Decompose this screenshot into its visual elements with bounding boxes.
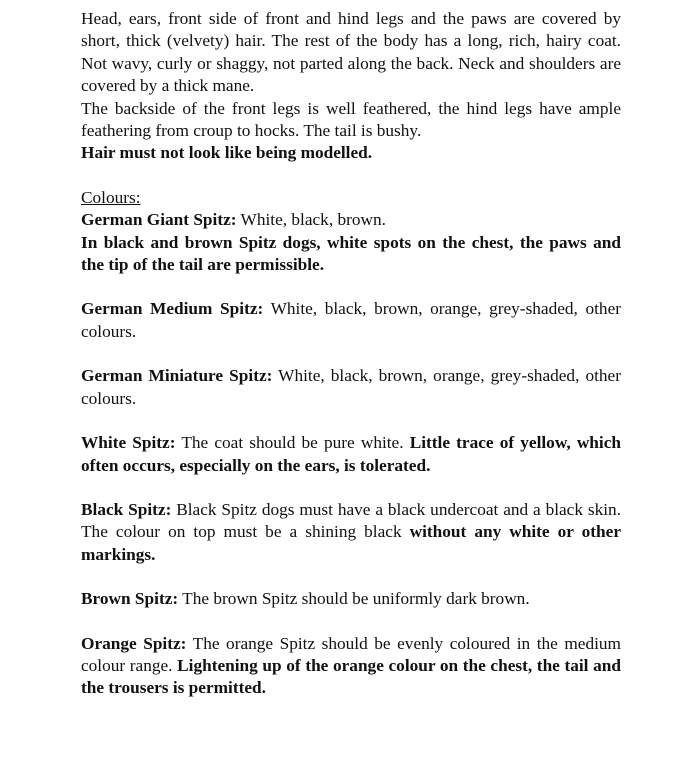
brown-spitz-entry [81,588,621,610]
coat-description-paragraph: Head, ears, front side of front and hind legs and the paws are covered by short, thick (velvety) hair. The rest of the body has a long, rich, hairy coat. Not wavy, curly or shaggy, not parted along the back. Neck and shoulders are covered by a thick mane. [81,9,621,96]
miniature-spitz-entry [81,365,621,410]
miniature-spitz-label: German Miniature Spitz: [81,366,273,386]
giant-spitz-label: German Giant Spitz: [81,210,237,230]
giant-spitz-text: White, black, brown. [236,210,386,230]
spacer [81,343,621,365]
medium-spitz-entry [81,298,621,343]
black-spitz-text: Black Spitz dogs must have a black undercoat and a black skin. The colour on top must be a shining black [81,499,622,542]
brown-spitz-text: The brown Spitz should be uniformly dark brown. [178,589,530,609]
miniature-spitz-text: White, black, brown, orange, grey-shaded, other colours. [81,366,621,408]
giant-spitz-entry [81,209,621,231]
spacer [81,566,621,588]
spacer [81,276,621,298]
white-spitz-label: White Spitz: [81,433,176,453]
spacer [81,410,621,432]
spacer [81,165,621,187]
white-spitz-text: The coat should be pure white. [175,433,410,453]
black-spitz-entry [81,499,621,566]
orange-spitz-bold-note: Lightening up of the orange colour on the chest, the tail and the trousers is permitted. [81,655,621,698]
spacer [81,611,621,633]
white-spitz-bold-note: Little trace of yellow, which often occurs, especially on the ears, is tolerated. [81,433,621,475]
giant-spitz-note: In black and brown Spitz dogs, white spots on the chest, the paws and the tip of the tail are permissible. [81,232,621,275]
document-page [81,8,621,700]
black-spitz-bold-note: without any white or other markings. [81,522,621,564]
orange-spitz-label: Orange Spitz: [81,633,187,653]
medium-spitz-label: German Medium Spitz: [81,299,264,319]
spacer [81,477,621,499]
orange-spitz-text: The orange Spitz should be evenly coloured in the medium colour range. [81,633,621,675]
black-spitz-label: Black Spitz: [81,499,172,519]
colours-heading: Colours: [81,187,141,207]
medium-spitz-text: White, black, brown, orange, grey-shaded, other colours. [81,299,621,341]
feathering-paragraph: The backside of the front legs is well feathered, the hind legs have ample feathering from croup to hocks. The tail is bushy. [81,98,621,141]
brown-spitz-label: Brown Spitz: [81,589,179,609]
modelling-note: Hair must not look like being modelled. [81,143,373,163]
white-spitz-entry [81,432,621,477]
orange-spitz-entry [81,633,621,700]
